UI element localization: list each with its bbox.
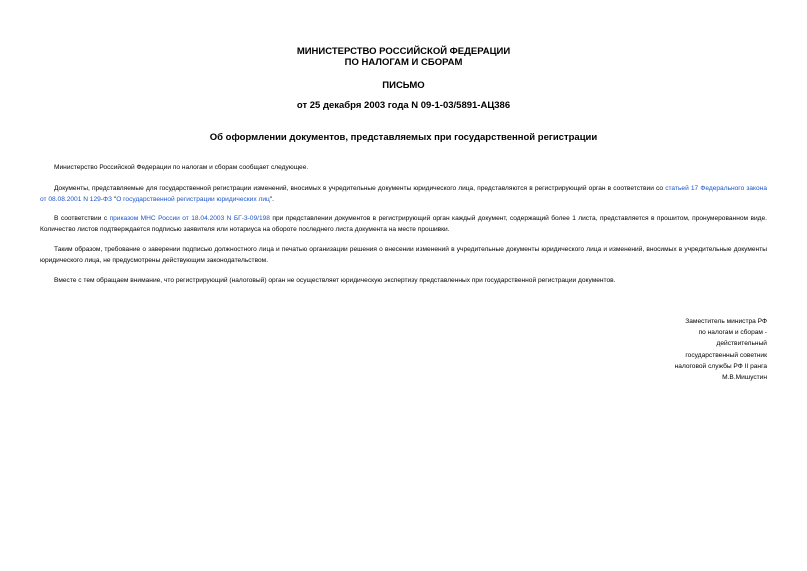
- paragraph-note: Вместе с тем обращаем внимание, что регистрирующий (налоговый) орган не осуществляет юридическую экспертизу представленных при государственной регистрации документов.: [54, 277, 616, 284]
- document-subject: Об оформлении документов, представляемых при государственной регистрации: [209, 132, 598, 143]
- order-link[interactable]: приказом МНС России от 18.04.2003 N БГ-3-09/198: [109, 215, 270, 222]
- ministry-line-2: ПО НАЛОГАМ И СБОРАМ: [344, 57, 463, 68]
- paragraph-conclusion: Таким образом, требование о заверении подписью должностного лица и печатью организации решения о внесении изменений в учредительные документы юридического лица и изменений, вносимых в учредительные документы юридического лица, не предусмотрены действующим законодательством.: [40, 246, 767, 264]
- paragraph-order-text: при представлении документов в регистрирующий орган каждый документ, содержащий более 1 листа, представляется в прошитом, пронумерованном виде. Количество листов подтверждается подписью заявителя или нотариуса на обороте последнего листа документа на месте прошивки.: [40, 215, 767, 233]
- signature-block: [675, 316, 767, 383]
- paragraph-documents-quote-open: ": [112, 196, 117, 203]
- document-date-number: от 25 декабря 2003 года N 09-1-03/5891-АЦ386: [296, 100, 511, 111]
- paragraph-order: [40, 213, 767, 235]
- document-type: ПИСЬМО: [382, 80, 425, 91]
- signature-line-4: государственный советник: [685, 351, 767, 359]
- law-article-link[interactable]: статьей 17 Федерального закона от 08.08.2001 N 129-ФЗ: [40, 185, 767, 203]
- signature-line-2: по налогам и сборам -: [698, 329, 767, 337]
- paragraph-documents: [40, 183, 767, 205]
- paragraph-documents-quote-close: ".: [269, 196, 274, 203]
- signature-line-5: налоговой службы РФ II ранга: [674, 362, 767, 370]
- law-title-link[interactable]: О государственной регистрации юридических лиц: [116, 196, 270, 203]
- signatory-name: М.В.Мишустин: [722, 374, 767, 382]
- ministry-heading: [0, 46, 807, 68]
- paragraph-order-intro: В соответствии с: [54, 215, 110, 222]
- signature-line-1: Заместитель министра РФ: [685, 318, 767, 325]
- paragraph-intro: Министерство Российской Федерации по налогам и сборам сообщает следующее.: [54, 164, 309, 171]
- paragraph-documents-text: Документы, представляемые для государственной регистрации изменений, вносимых в учредительные документы юридического лица, представляются в регистрирующий орган в соответствии со: [54, 185, 666, 192]
- ministry-line-1: МИНИСТЕРСТВО РОССИЙСКОЙ ФЕДЕРАЦИИ: [296, 46, 511, 57]
- signature-line-3: действительный: [716, 340, 767, 348]
